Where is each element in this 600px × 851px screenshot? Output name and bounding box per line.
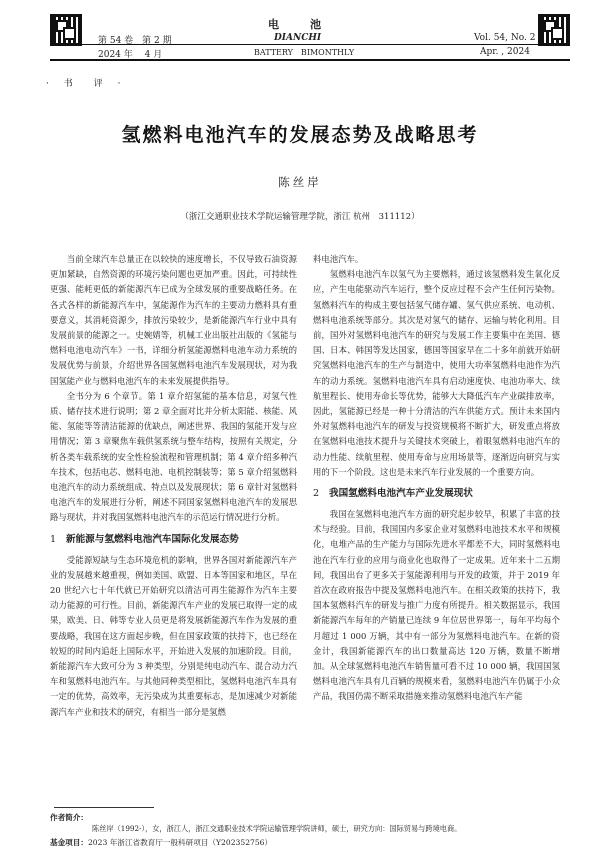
footnote-author-info: 陈丝岸（1992-），女，浙江人，浙江交通职业技术学院运输管理学院讲师，硕士，研究方向：国际贸易与跨境电商。 (92, 824, 462, 833)
journal-name-cn: 电 池 (268, 18, 331, 31)
journal-name-en: DIANCHI (274, 33, 322, 43)
header-rule-thick (50, 59, 570, 61)
section-heading-text: 新能源与氢燃料电池汽车国际化发展态势 (66, 533, 239, 545)
section-number: 2 (313, 488, 320, 500)
footnote-fund-info: 2023 年浙江省教育厅一般科研项目（Y202352756） (87, 838, 273, 847)
paragraph: 氢燃料电池汽车以氢气为主要燃料，通过该氢燃料发生氧化反应，产生电能驱动汽车运行，整个反应过程不会产生任何污染物。氢燃料汽车的构成主要包括氢气储存罐、氢气供应系统、电动机、燃料电池系统等部分。其次是对氢气的储存、运输与转化利用。目前，国外对氢燃料电池汽车的研究与发展工作主要集中在美国、德国、日本、韩国等发达国家，德国等国家早在二十多年前就开始研究氢燃料电池汽车的生产与制造中，使用大功率氢燃料电池作为汽车的动力系统。氢燃料电池汽车具有启动速度快、电池功率大、续航里程长、使用寿命长等优势，能够大大降低汽车产业碳排放率，因此，氢能源已经是一种十分清洁的汽车供能方式。预计未来国内外对氢燃料电池汽车的研发与投资规模将不断扩大，研发重点将放在氢燃料电池技术提升与关键技术突破上，着眼氢燃料电池汽车的动力性能、续航里程、使用寿命与应用场景等，逐渐迈向研究与实用的下一个阶段。这也是未来汽车行业发展的一个重要方向。 (313, 269, 560, 477)
author-affiliation: （浙江交通职业技术学院运输管理学院，浙江 杭州 311112） (180, 212, 420, 222)
footnote-fund (50, 837, 272, 848)
paragraph: 受能源短缺与生态环境危机的影响，世界各国对新能源汽车产业的发展越来越重视，例如美国、欧盟、日本等国家和地区，早在 20 世纪六七十年代就已开始研究以清洁可再生能源作为汽车主要动力能源的可行性。目前，新能源汽车产业的发展已取得一定的成果，欧美、日、韩等专业人员更是将发展新能源汽车作为发展的重要战略，我国在这方面起步晚，但在国家政策的扶持下，也已经在较短的时间内追赶上国际水平，开始进入发展的加速阶段。目前，新能源汽车大致可分为 3 种类型，分别是纯电动汽车、混合动力汽车和氢燃料电池汽车。与其他同种类型相比，氢燃料电池汽车具有一定的优势，高效率，无污染成为其重要标志，是加速减少对新能源汽车产业和技术的研究，有相当一部分是氢燃 (50, 554, 297, 717)
header-rule-thin (50, 44, 570, 45)
date-cn: 2024 年 4 月 (98, 50, 163, 60)
volume-cn: 第 54 卷 第 2 期 (98, 36, 172, 46)
journal-subtitle-en: BATTERY BIMONTHLY (254, 48, 355, 57)
section-heading-text: 我国氢燃料电池汽车产业发展现状 (329, 488, 473, 500)
section-heading-1 (50, 531, 297, 549)
body-column-left (50, 252, 297, 720)
paragraph: 全书分为 6 个章节。第 1 章介绍氢能的基本信息，对氢气性质、储存技术进行说明；第 2 章全面对比并分析太阳能、核能、风能、氢能等等清洁能源的优缺点，阐述世界、我国的氢能开发与应用情况；第 3 章聚焦车载供氢系统与整车结构，按照有关规定，分析各类车载系统的安全性检验流程和管理机制；第 4 章介绍多种汽车技术，包括电芯、燃料电池、电机控制装等；第 5 章介绍氢燃料电池汽车的动力系统组成、特点以及发展现状；第 6 章针对氢燃料电池汽车的发展进行分析，阐述不同国家氢燃料电池汽车的发展思路与现状，并对我国氢燃料电池汽车的示范运行情况进行分析。 (50, 390, 297, 523)
footnote-label: 作者简介： (50, 813, 88, 822)
paragraph: 料电池汽车。 (313, 254, 364, 264)
footnote-rule (54, 807, 154, 808)
body-column-right (313, 252, 560, 705)
paragraph: 我国在氢燃料电池汽车方面的研究起步较早，积累了丰富的技术与经验。目前，我国国内多家企业对氢燃料电池技术水平和规模化，电堆产品的生产能力与国际先进水平都差不大，同时氢燃料电池在汽车行业的应用与商业化也取得了一定成果。近年来十二五期间，我国出台了更多关于氢能源利用与开发的政策，并于 2019 年首次在政府报告中提及氢燃料电池汽车。在相关政策的扶持下，我国本氢燃料汽车的研发与推广力度有所提升。相关数据显示，我国新能源汽车每年的产销量已连续 9 年位居世界第一，每年平均每个月超过 1 000 万辆，其中有一部分为氢燃料电池汽车。在新的资金计，我国新能源汽车的出口数量高达 120 万辆，数量不断增加。从全球氢燃料电池汽车销售量可看不过 10 000 辆，我国国氢燃料电池汽车具有几百辆的规模来看，氢燃料电池汽车仍属于小众产品，我国仍需不断采取措施来推动氢燃料电池汽车产能 (313, 509, 560, 702)
article-title: 氢燃料电池汽车的发展态势及战略思考 (121, 124, 479, 146)
section-number: 1 (50, 533, 57, 545)
qr-code-left (50, 14, 82, 46)
footnote-author-label (50, 812, 88, 823)
paragraph: 当前全球汽车总量正在以较快的速度增长，不仅导致石油资源更加紧缺，自然资源的环境污染问题也更加严重。因此，可持续性更强、能耗更低的新能源汽车已成为全球发展的重要战略任务。在各式各样的新能源汽车中，氢能源作为汽车的主要动力燃料具有重要意义，其消耗资源少，排放污染较少，是新能源汽车行业中具有发展前景的能源之一。史婉婧等，机械工业出版社出版的《氢能与燃料电池电动汽车》一书，详细分析氢能源燃料电池车动力系统的发展优势与前景，介绍世界各国氢燃料电池汽车发展现状，对为我国氢能产业与燃料电池汽车的未来发展提供指导。 (50, 254, 297, 386)
footnote-label: 基金项目： (50, 838, 88, 847)
section-heading-2 (313, 485, 560, 503)
article-author: 陈丝岸 (278, 175, 322, 189)
section-label: · 书 评 · (46, 79, 127, 89)
date-en: Apr. , 2024 (480, 47, 530, 57)
volume-en: Vol. 54, No. 2 (474, 33, 536, 43)
qr-code-right (538, 14, 570, 46)
